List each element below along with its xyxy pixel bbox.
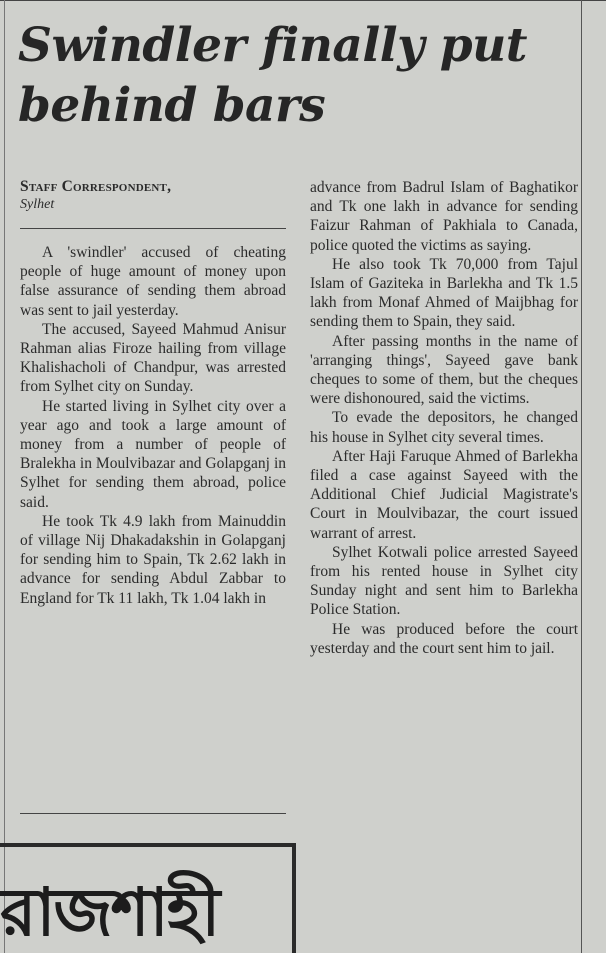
article-column-2 bbox=[310, 178, 578, 658]
paragraph: He also took Tk 70,000 from Tajul Islam of Gaziteka in Barlekha and Tk 1.5 lakh from Monaf Ahmed of Maijbhag for sending them to Spain, they said. bbox=[310, 255, 578, 331]
byline bbox=[20, 177, 285, 213]
headline bbox=[18, 16, 598, 136]
byline-location: Sylhet bbox=[20, 197, 55, 212]
paragraph: He took Tk 4.9 lakh from Mainuddin of village Nij Dhakadakshin in Golapganj for sending him to Spain, Tk 2.62 lakh in advance for sending Abdul Zabbar to England for Tk 11 lakh, Tk 1.04 lakh in bbox=[20, 512, 286, 607]
paragraph: He started living in Sylhet city over a year ago and took a large amount of money from a number of people of Bralekha in Moulvibazar and Golapganj in Sylhet for sending them abroad, police said. bbox=[20, 397, 286, 511]
paragraph-continued: advance from Badrul Islam of Baghatikor and Tk one lakh in advance for sending Faizur Rahman of Pakhiala to Canada, police quoted the victims as saying. bbox=[310, 179, 578, 254]
headline-line-2: behind bars bbox=[18, 78, 326, 133]
paragraph: The accused, Sayeed Mahmud Anisur Rahman alias Firoze hailing from village Khalishacholi of Chandpur, was arrested from Sylhet city on Sunday. bbox=[20, 320, 286, 396]
byline-correspondent: Staff Correspondent, bbox=[20, 178, 172, 195]
paragraph: After passing months in the name of 'arranging things', Sayeed gave bank cheques to some of them, but the cheques were dishonoured, said the victims. bbox=[310, 332, 578, 408]
advert-box bbox=[0, 843, 296, 953]
paragraph: Sylhet Kotwali police arrested Sayeed from his rented house in Sylhet city Sunday night and sent him to Barlekha Police Station. bbox=[310, 543, 578, 619]
advert-logo: রাজশাহী bbox=[0, 874, 219, 951]
byline-rule bbox=[20, 228, 286, 229]
headline-line-1: Swindler finally put bbox=[18, 18, 527, 73]
left-rule bbox=[4, 0, 5, 953]
column-end-rule bbox=[20, 813, 286, 814]
paragraph: To evade the depositors, he changed his house in Sylhet city several times. bbox=[310, 409, 578, 446]
paragraph: He was produced before the court yesterday and the court sent him to jail. bbox=[310, 620, 578, 657]
paragraph: A 'swindler' accused of cheating people of huge amount of money upon false assurance of sending them abroad was sent to jail yesterday. bbox=[20, 244, 286, 319]
top-rule bbox=[0, 0, 606, 1]
paragraph: After Haji Faruque Ahmed of Barlekha filed a case against Sayeed with the Additional Chief Judicial Magistrate's Court in Moulvibazar, the court issued warrant of arrest. bbox=[310, 447, 578, 542]
right-rule bbox=[581, 0, 582, 953]
article-column-1 bbox=[20, 243, 286, 608]
